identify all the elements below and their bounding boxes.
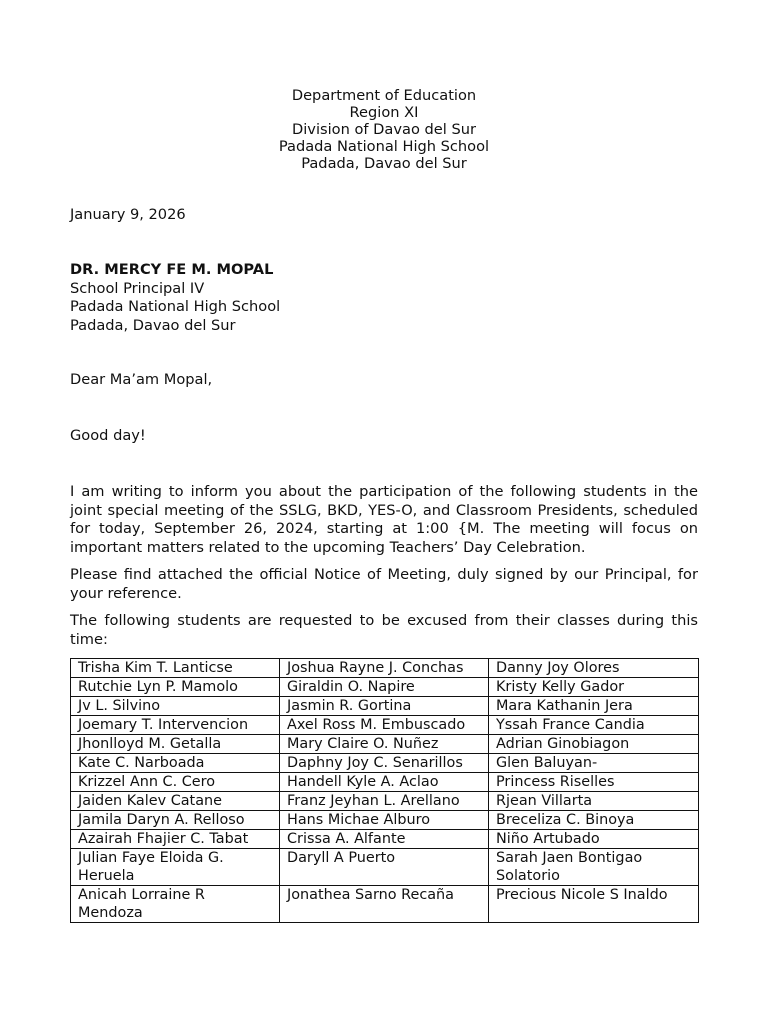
letter-page [70,87,698,923]
letterhead-department: Department of Education [291,87,477,104]
greeting: Good day! [70,427,146,444]
student-name-cell: Jv L. Silvino [71,697,280,716]
table-row [71,886,699,923]
student-list-table [70,658,699,923]
student-name-cell: Krizzel Ann C. Cero [71,773,280,792]
student-name-cell: Jamila Daryn A. Relloso [71,811,280,830]
body-paragraph-intro: I am writing to inform you about the participation of the following students in the joint special meeting of the SSLG, BKD, YES-O, and Classroom Presidents, scheduled for today, September 26, 2024, starting at 1:00 {M. The meeting will focus on important matters related to the upcoming Teachers’ Day Celebration. [70,483,698,556]
recipient-name: DR. MERCY FE M. MOPAL [70,261,274,278]
student-name-cell: Daphny Joy C. Senarillos [280,754,489,773]
letterhead-region: Region XI [349,104,419,121]
body-paragraph-attachment: Please find attached the official Notice of Meeting, duly signed by our Principal, for your reference. [70,566,698,602]
table-row [71,773,699,792]
table-row [71,754,699,773]
student-name-cell: Hans Michae Alburo [280,811,489,830]
student-name-cell: Azairah Fhajier C. Tabat [71,830,280,849]
table-row [71,792,699,811]
student-name-cell: Niño Artubado [489,830,699,849]
student-name-cell: Danny Joy Olores [489,659,699,678]
letter-date: January 9, 2026 [70,206,186,223]
student-name-cell: Handell Kyle A. Aclao [280,773,489,792]
student-name-cell: Kristy Kelly Gador [489,678,699,697]
student-name-cell: Crissa A. Alfante [280,830,489,849]
student-name-cell: Franz Jeyhan L. Arellano [280,792,489,811]
student-name-cell: Anicah Lorraine R Mendoza [71,886,280,923]
recipient-title: School Principal IV [70,279,205,297]
table-row [71,659,699,678]
table-row [71,697,699,716]
student-name-cell: Jonathea Sarno Recaña [280,886,489,923]
student-name-cell: Joshua Rayne J. Conchas [280,659,489,678]
student-name-cell: Rutchie Lyn P. Mamolo [71,678,280,697]
table-row [71,716,699,735]
student-name-cell: Sarah Jaen Bontigao Solatorio [489,849,699,886]
letterhead-school: Padada National High School [278,138,490,155]
recipient-school: Padada National High School [70,298,281,315]
salutation: Dear Ma’am Mopal, [70,371,213,388]
student-name-cell: Daryll A Puerto [280,849,489,886]
student-name-cell: Yssah France Candia [489,716,699,735]
recipient-address: Padada, Davao del Sur [70,316,236,334]
student-name-cell: Axel Ross M. Embuscado [280,716,489,735]
student-name-cell: Jaiden Kalev Catane [71,792,280,811]
student-name-cell: Mara Kathanin Jera [489,697,699,716]
student-name-cell: Jhonlloyd M. Getalla [71,735,280,754]
table-row [71,811,699,830]
student-name-cell: Rjean Villarta [489,792,699,811]
student-name-cell: Adrian Ginobiagon [489,735,699,754]
letterhead [70,87,698,172]
student-name-cell: Giraldin O. Napire [280,678,489,697]
body-paragraph-request: The following students are requested to be excused from their classes during this time: [70,612,698,648]
student-name-cell: Jasmin R. Gortina [280,697,489,716]
table-row [71,849,699,886]
letterhead-division: Division of Davao del Sur [292,121,476,138]
student-name-cell: Joemary T. Intervencion [71,716,280,735]
table-row [71,678,699,697]
student-name-cell: Kate C. Narboada [71,754,280,773]
student-name-cell: Princess Riselles [489,773,699,792]
student-name-cell: Glen Baluyan- [489,754,699,773]
table-row [71,830,699,849]
student-name-cell: Precious Nicole S Inaldo [489,886,699,923]
student-list-body [71,659,699,923]
letterhead-address: Padada, Davao del Sur [301,155,467,172]
table-row [71,735,699,754]
student-name-cell: Breceliza C. Binoya [489,811,699,830]
student-name-cell: Trisha Kim T. Lanticse [71,659,280,678]
student-name-cell: Julian Faye Eloida G. Heruela [71,849,280,886]
student-name-cell: Mary Claire O. Nuñez [280,735,489,754]
recipient-block [70,261,698,335]
